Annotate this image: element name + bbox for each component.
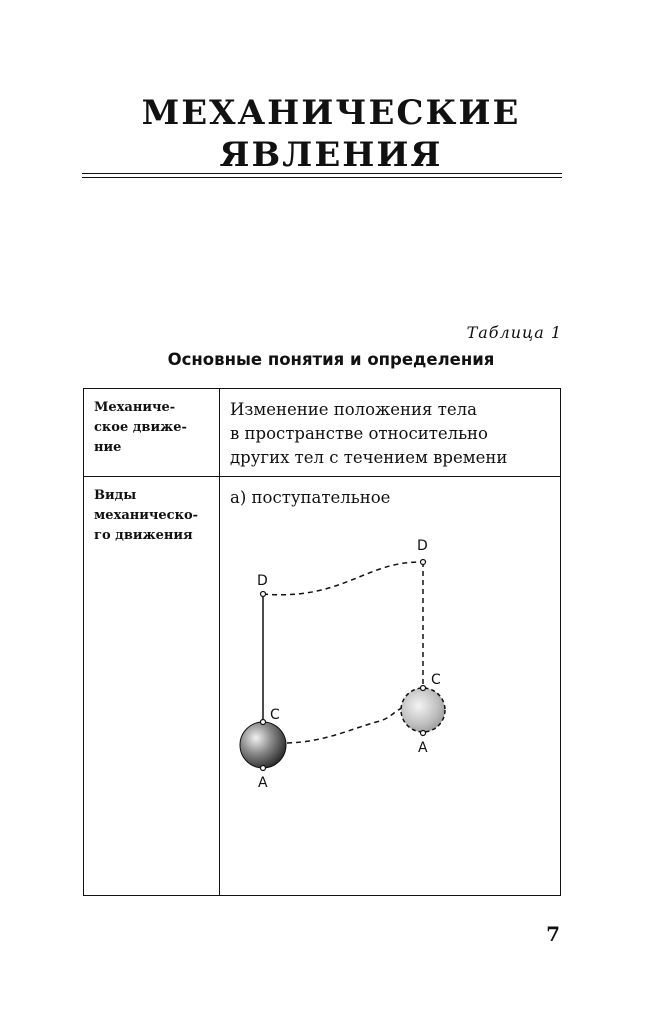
translational-motion-diagram: [230, 514, 550, 794]
term-line: ние: [94, 440, 122, 455]
term-line: Механиче-: [94, 400, 176, 415]
title-divider-top: [82, 173, 562, 174]
term-cell: [84, 477, 220, 896]
label-c-final: C: [431, 672, 441, 688]
table-caption: Основные понятия и определения: [167, 350, 495, 369]
term-line: ское движе-: [94, 420, 187, 435]
point-d-final: [421, 560, 426, 565]
term-line: механическо-: [94, 508, 199, 523]
definitions-table: [83, 388, 561, 896]
ball-final: [401, 688, 445, 732]
point-c-final: [421, 686, 426, 691]
definition-line: в пространстве относительно: [230, 424, 488, 443]
label-c-initial: C: [270, 707, 280, 723]
table-row: [84, 477, 561, 896]
chapter-title-line-1: МЕХАНИЧЕСКИЕ: [141, 93, 521, 133]
label-a-initial: A: [258, 775, 268, 791]
chapter-title-line-2: ЯВЛЕНИЯ: [219, 135, 443, 175]
table-row: [84, 389, 561, 477]
page-number: 7: [546, 922, 560, 946]
title-divider-bottom: [82, 177, 562, 178]
definition-cell: [220, 389, 561, 477]
point-c-initial: [261, 720, 266, 725]
term-cell: [84, 389, 220, 477]
point-a-initial: [261, 766, 266, 771]
label-d-final: D: [417, 538, 428, 554]
definition-cell: [220, 477, 561, 896]
trajectory-d: [263, 562, 423, 595]
point-a-final: [421, 731, 426, 736]
definition-line: а) поступательное: [230, 488, 391, 507]
ball-initial: [240, 722, 286, 768]
definition-line: других тел с течением времени: [230, 448, 508, 467]
table-label: Таблица 1: [466, 323, 562, 342]
label-d-initial: D: [257, 573, 268, 589]
chapter-title: [0, 92, 662, 176]
term-line: Виды: [94, 488, 137, 503]
term-line: го движения: [94, 528, 193, 543]
point-d-initial: [261, 592, 266, 597]
trajectory-ball: [287, 708, 402, 743]
definition-line: Изменение положения тела: [230, 400, 477, 419]
label-a-final: A: [418, 740, 428, 756]
